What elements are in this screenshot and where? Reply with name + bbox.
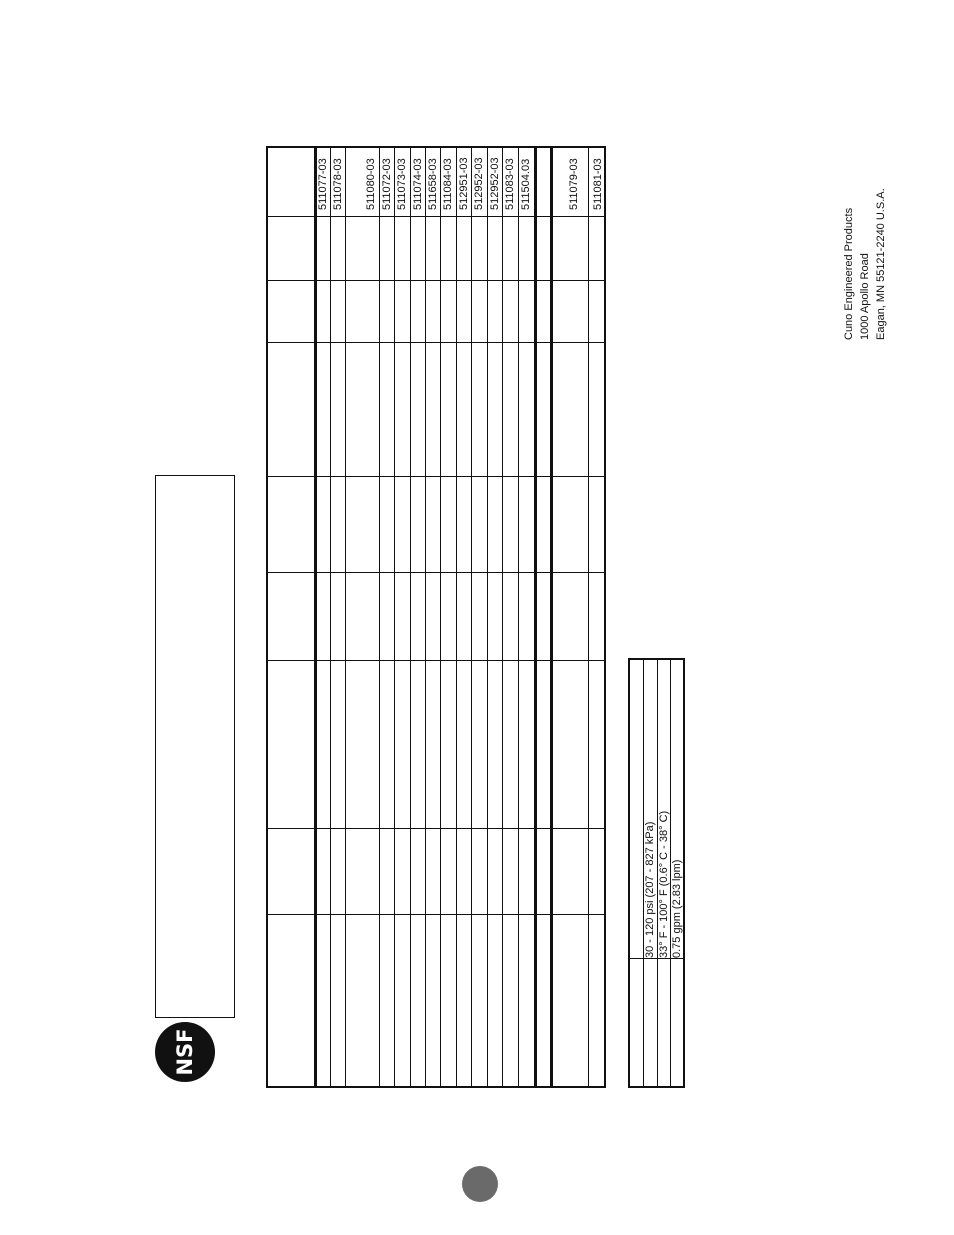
part-number-12: 511083-03 [504,158,516,210]
address-line-2: 1000 Apollo Road [859,253,871,340]
spec-temperature: 33° F - 100° F (0.6° C - 38° C) [658,810,670,958]
nsf-logo-text: NSF [173,1028,197,1076]
specifications-table [628,658,685,1088]
part-number-1: 511077-03 [317,158,329,210]
part-number-13: 511504.03 [520,158,532,210]
parts-table [266,146,606,1088]
part-number-7: 511658-03 [427,158,439,210]
part-number-11: 512952-03 [489,157,501,210]
nsf-logo [155,1022,215,1082]
spec-pressure: 30 - 120 psi (207 - 827 kPa) [644,821,656,958]
part-number-2: 511078-03 [332,158,344,210]
part-number-4: 511072-03 [381,158,393,210]
address-line-1: Cuno Engineered Products [843,207,855,340]
part-number-15: 511081-03 [592,158,604,210]
part-number-14: 511079-03 [568,158,580,210]
part-number-6: 511074-03 [412,158,424,210]
part-number-9: 512951-03 [458,157,470,210]
address-line-3: Eagan, MN 55121-2240 U.S.A. [875,188,887,340]
part-number-8: 511084-03 [442,158,454,210]
page-marker-circle [462,1166,498,1202]
part-number-5: 511073-03 [396,158,408,210]
part-number-10: 512952-03 [473,157,485,210]
certification-box [155,475,235,1018]
spec-flow: 0.75 gpm (2.83 lpm) [671,859,683,958]
part-number-3: 511080-03 [365,158,377,210]
